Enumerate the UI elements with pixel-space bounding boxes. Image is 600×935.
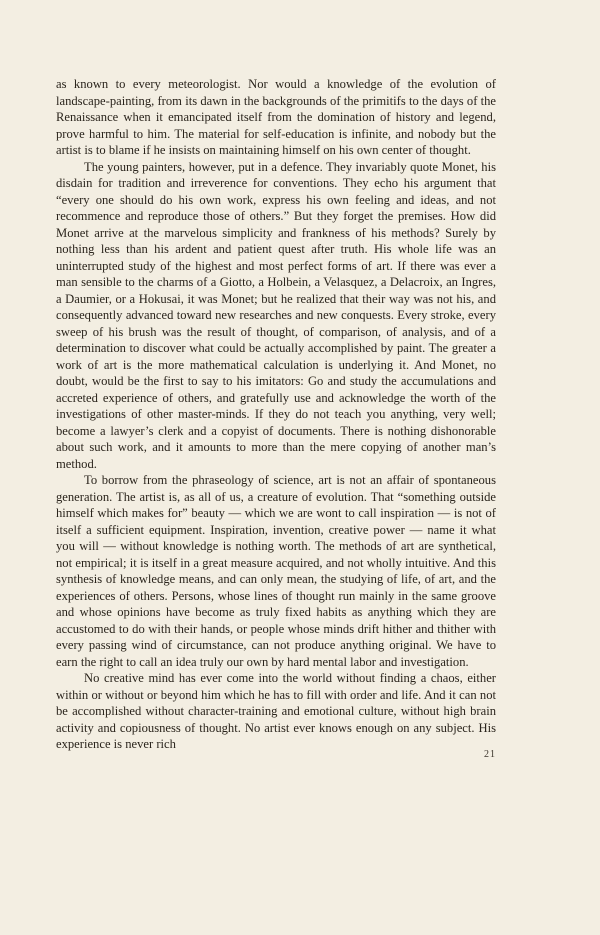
paragraph-1: as known to every meteorologist. Nor would a knowledge of the evolution of landscape-painting, from its dawn in the backgrounds of the primitifs to the days of the Renaissance when it emancipated itself from the domination of history and legend, prove harmful to him. The material for self-education is infinite, and nobody but the artist is to blame if he insists on maintaining himself on his own center of thought. — [56, 77, 496, 157]
page-number: 21 — [484, 749, 496, 760]
paragraph-2: The young painters, however, put in a defence. They invariably quote Monet, his disdain for tradition and irreverence for conventions. They echo his argument that “every one should do his own work, express his own feeling and ideas, and not recommence and reproduce those of others.” But they forget the premises. How did Monet arrive at the marvelous simplicity and frankness of his methods? Surely by nothing less than his ardent and patient quest after truth. His whole life was an uninterrupted study of the highest and most perfect forms of art. If there was ever a man sensible to the charms of a Giotto, a Holbein, a Velasquez, a Delacroix, an Ingres, a Daumier, or a Hokusai, it was Monet; but he realized that their way was not his, and consequently advanced toward new researches and new conquests. Every stroke, every sweep of his brush was the result of thought, of comparison, of analysis, and of a determination to discover what could be actually accomplished by paint. The greater a work of art is the more mathematical calculation is underlying it. And Monet, no doubt, would be the first to say to his imitators: Go and study the accumulations and accreted experience of others, and gratefully use and acknowledge the worth of the investigations of other master-minds. If they do not teach you anything, very well; become a lawyer’s clerk and a copyist of documents. There is nothing dishonorable about such work, and it amounts to more than the mere copying of another man’s method. — [56, 159, 496, 471]
body-text — [56, 76, 496, 753]
paragraph-3: To borrow from the phraseology of science, art is not an affair of spontaneous generation. The artist is, as all of us, a creature of evolution. That “something outside himself which makes for” beauty — which we are wont to call inspiration — is not of itself a sufficient equipment. Inspiration, invention, creative power — name it what you will — without knowledge is nothing worth. The methods of art are synthetical, not empirical; it is itself in a great measure acquired, and not wholly intuitive. And this synthesis of knowledge means, and can only mean, the studying of life, of art, and the experiences of others. Persons, whose lines of thought run mainly in the same groove and whose opinions have become as truly fixed habits as anything which they are accustomed to do with their hands, or people whose minds drift hither and thither with every passing wind of circumstance, can not produce anything original. We have to earn the right to call an idea truly our own by hard mental labor and investigation. — [56, 473, 496, 669]
paragraph-4: No creative mind has ever come into the world without finding a chaos, either within or without or beyond him which he has to fill with order and life. And it can not be accomplished without character-training and emotional culture, without high brain activity and copiousness of thought. No artist ever knows enough on any subject. His experience is never rich — [56, 671, 496, 751]
